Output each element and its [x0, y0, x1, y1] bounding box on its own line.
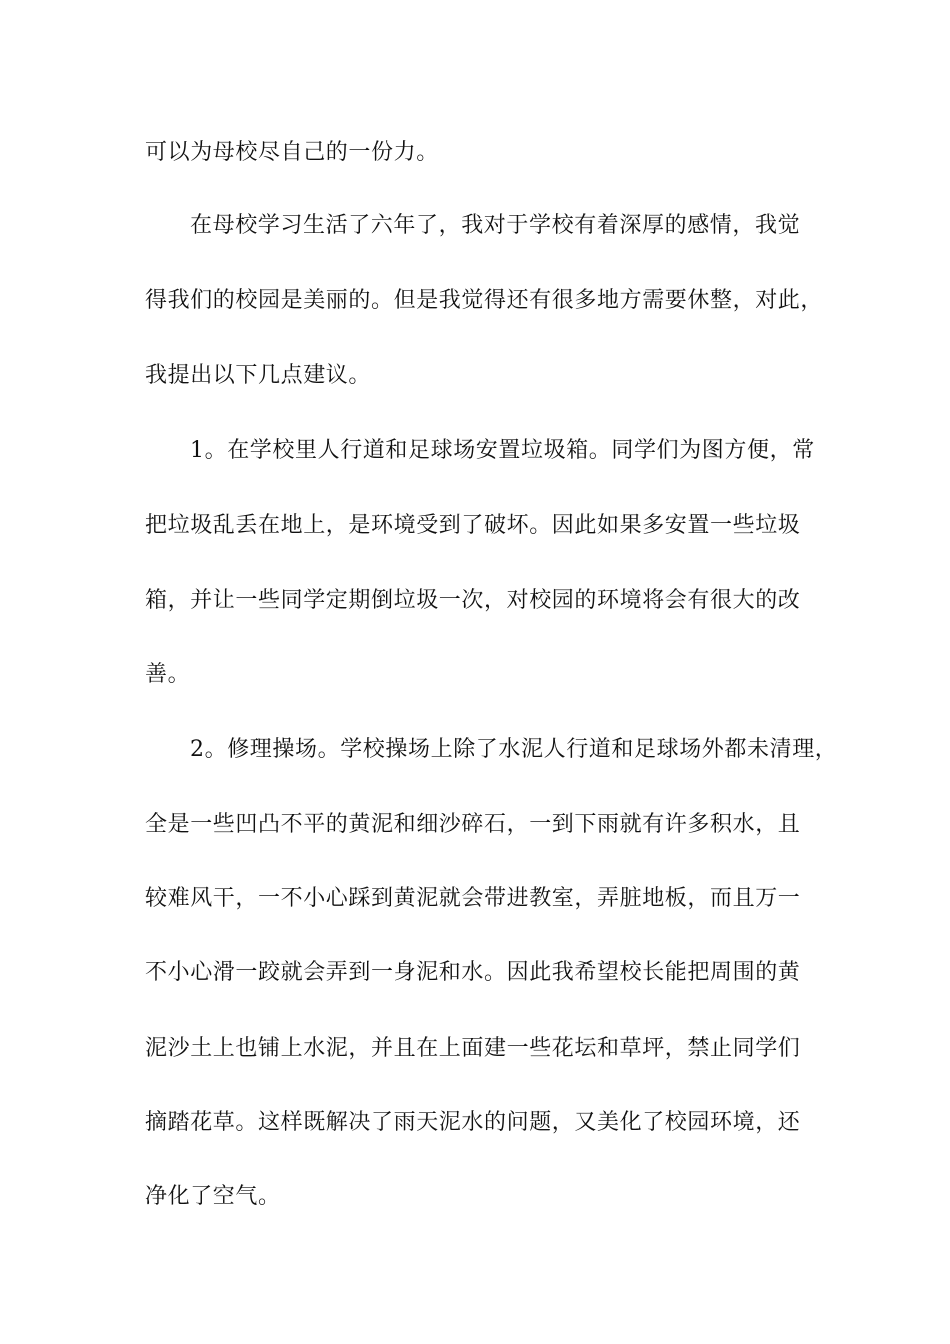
- paragraph-first-line: 在母校学习生活了六年了，我对于学校有着深厚的感情，我觉: [190, 213, 801, 238]
- text-line: 箱，并让一些同学定期倒垃圾一次，对校园的环境将会有很大的改: [145, 588, 801, 613]
- text-line: 全是一些凹凸不平的黄泥和细沙碎石，一到下雨就有许多积水，且: [145, 812, 801, 837]
- text-line: 净化了空气。: [145, 1184, 281, 1209]
- text-line: 善。: [145, 662, 191, 687]
- text-line: 把垃圾乱丢在地上，是环境受到了破坏。因此如果多安置一些垃圾: [145, 513, 801, 538]
- text-line: 可以为母校尽自己的一份力。: [145, 140, 439, 165]
- text-line: 不小心滑一跤就会弄到一身泥和水。因此我希望校长能把周围的黄: [145, 960, 801, 985]
- text-line: 较难风干，一不小心踩到黄泥就会带进教室，弄脏地板，而且万一: [145, 886, 801, 911]
- text-line: 我提出以下几点建议。: [145, 363, 372, 388]
- paragraph-first-line: 2。修理操场。学校操场上除了水泥人行道和足球场外都未清理，: [190, 737, 838, 762]
- text-line: 得我们的校园是美丽的。但是我觉得还有很多地方需要休整，对此，: [145, 288, 824, 313]
- text-line: 泥沙土上也铺上水泥，并且在上面建一些花坛和草坪，禁止同学们: [145, 1036, 801, 1061]
- text-line: 摘踏花草。这样既解决了雨天泥水的问题，又美化了校园环境，还: [145, 1110, 801, 1135]
- paragraph-first-line: 1。在学校里人行道和足球场安置垃圾箱。同学们为图方便，常: [190, 438, 815, 463]
